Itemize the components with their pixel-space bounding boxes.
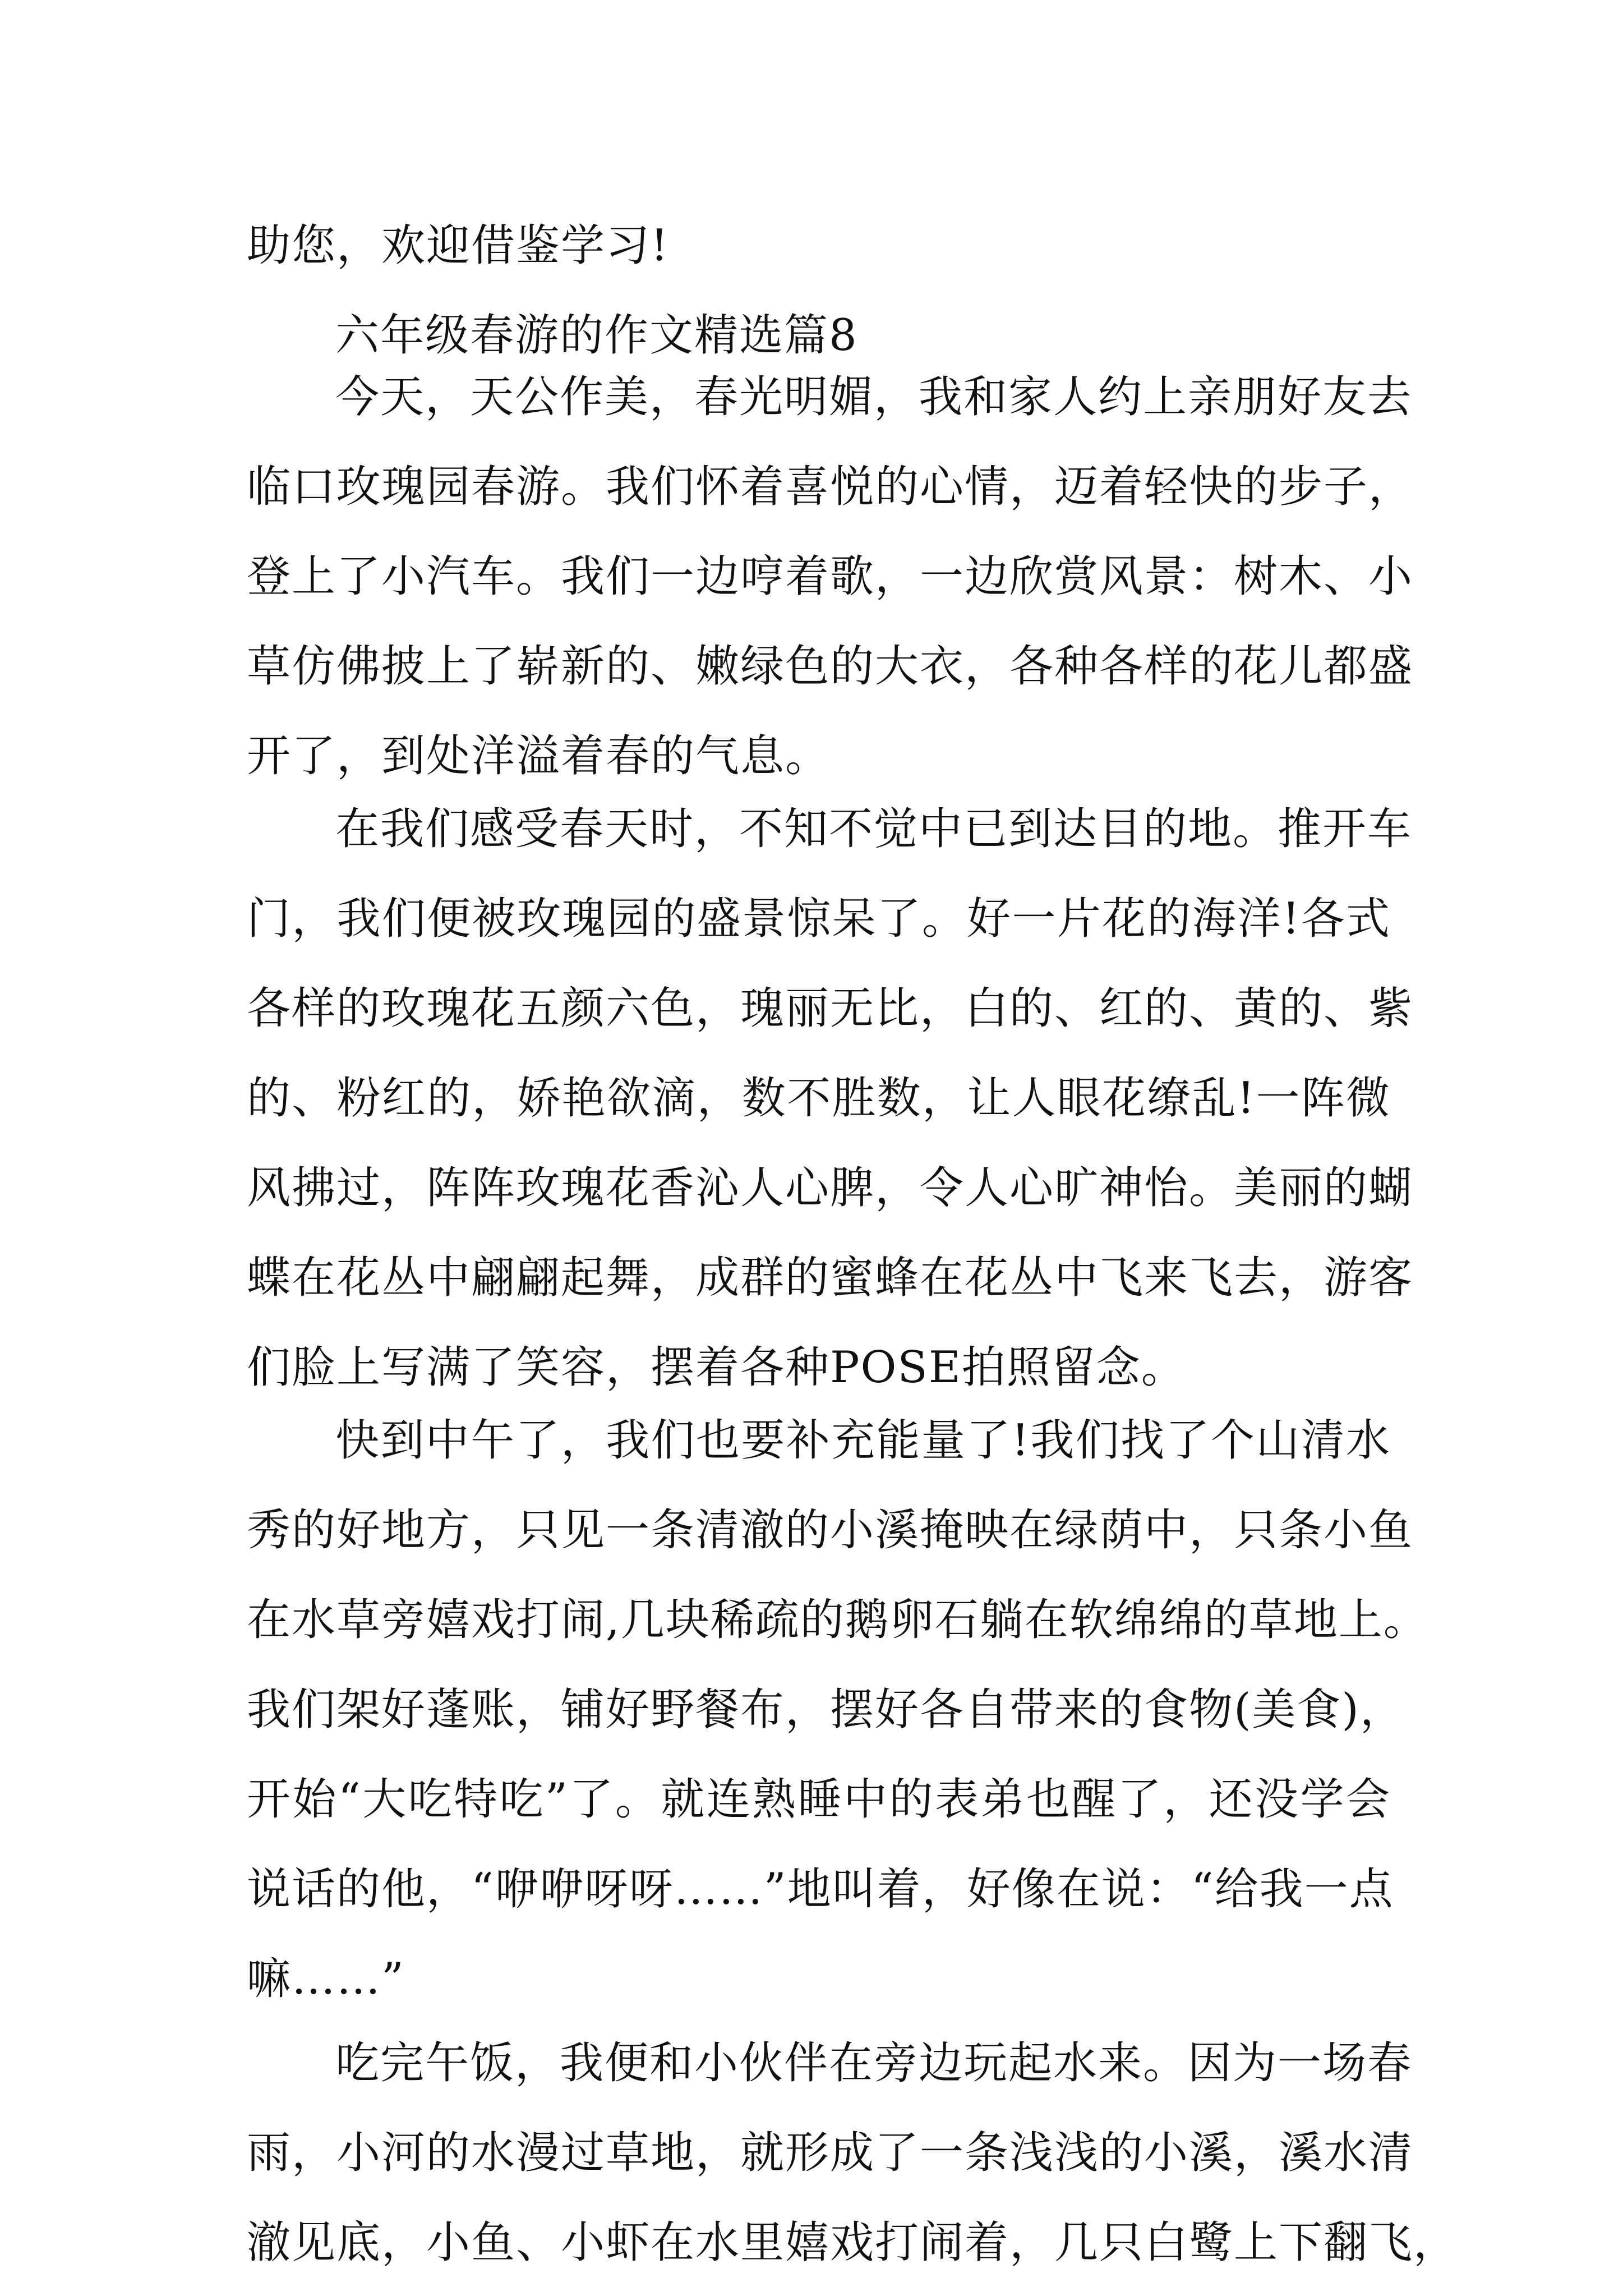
paragraph-3-line-3: 在水草旁嬉戏打闹,几块稀疏的鹅卵石躺在软绵绵的草地上。 bbox=[247, 1595, 1428, 1645]
paragraph-2-line-5: 风拂过，阵阵玫瑰花香沁人心脾，令人心旷神怡。美丽的蝴 bbox=[247, 1163, 1414, 1213]
paragraph-4-line-3: 澈见底，小鱼、小虾在水里嬉戏打闹着，几只白鹭上下翻飞， bbox=[247, 2217, 1459, 2268]
paragraph-4-line-1: 吃完午饭，我便和小伙伴在旁边玩起水来。因为一场春 bbox=[335, 2038, 1413, 2088]
paragraph-3-line-1: 快到中午了，我们也要补充能量了!我们找了个山清水 bbox=[335, 1415, 1391, 1466]
paragraph-2-line-1: 在我们感受春天时，不知不觉中已到达目的地。推开车 bbox=[335, 804, 1413, 854]
paragraph-1-line-1: 今天，天公作美，春光明媚，我和家人约上亲朋好友去 bbox=[335, 372, 1413, 422]
paragraph-3-line-5: 开始“大吃特吃”了。就连熟睡中的表弟也醒了，还没学会 bbox=[247, 1774, 1391, 1825]
section-title: 六年级春游的作文精选篇8 bbox=[335, 310, 858, 361]
paragraph-2-line-7: 们脸上写满了笑容，摆着各种POSE拍照留念。 bbox=[247, 1342, 1186, 1393]
paragraph-2-line-3: 各样的玫瑰花五颜六色，瑰丽无比，白的、红的、黄的、紫 bbox=[247, 983, 1414, 1034]
paragraph-1-line-4: 草仿佛披上了崭新的、嫩绿色的大衣，各种各样的花儿都盛 bbox=[247, 641, 1414, 692]
paragraph-4-line-2: 雨，小河的水漫过草地，就形成了一条浅浅的小溪，溪水清 bbox=[247, 2128, 1414, 2178]
paragraph-2-line-2: 门，我们便被玫瑰园的盛景惊呆了。好一片花的海洋!各式 bbox=[247, 894, 1391, 944]
paragraph-1-line-2: 临口玫瑰园春游。我们怀着喜悦的心情，迈着轻快的步子， bbox=[247, 462, 1414, 512]
paragraph-2-line-6: 蝶在花丛中翩翩起舞，成群的蜜蜂在花丛中飞来飞去，游客 bbox=[247, 1253, 1414, 1303]
paragraph-3-line-6: 说话的他，“咿咿呀呀……”地叫着，好像在说：“给我一点 bbox=[247, 1864, 1394, 1915]
paragraph-1-line-3: 登上了小汽车。我们一边哼着歌，一边欣赏风景：树木、小 bbox=[247, 551, 1414, 602]
paragraph-3-line-4: 我们架好蓬账，铺好野餐布，摆好各自带来的食物(美食)， bbox=[247, 1685, 1405, 1735]
paragraph-3-line-7: 嘛……” bbox=[247, 1954, 405, 2004]
paragraph-3-line-2: 秀的好地方，只见一条清澈的小溪掩映在绿荫中，只条小鱼 bbox=[247, 1505, 1414, 1556]
paragraph-2-line-4: 的、粉红的，娇艳欲滴，数不胜数，让人眼花缭乱!一阵微 bbox=[247, 1073, 1391, 1124]
text-line-continuation: 助您，欢迎借鉴学习! bbox=[247, 220, 670, 271]
paragraph-1-line-5: 开了，到处洋溢着春的气息。 bbox=[247, 731, 831, 781]
